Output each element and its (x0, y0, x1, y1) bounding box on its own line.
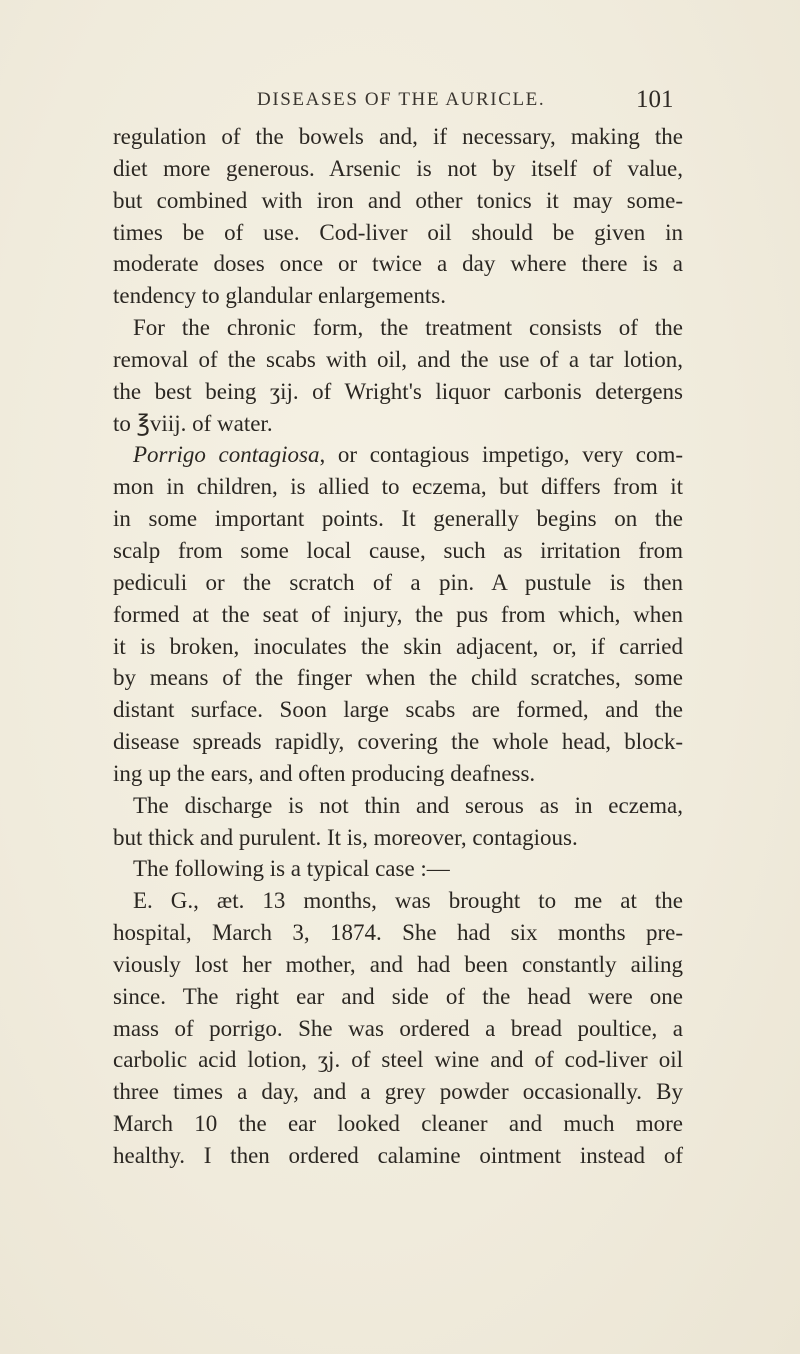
page-number: 101 (636, 86, 674, 113)
text-line: removal of the scabs with oil, and the use of a tar lotion, (113, 346, 683, 372)
text-line: viously lost her mother, and had been constantly ailing (113, 951, 683, 977)
paragraph-first-line: E. G., æt. 13 months, was brought to me at the (133, 888, 683, 914)
text-line: mon in children, is allied to eczema, but differs from it (113, 474, 683, 500)
text-line: but thick and purulent. It is, moreover, contagious. (113, 824, 578, 850)
text-line: distant surface. Soon large scabs are formed, and the (113, 697, 683, 723)
text-line: diet more generous. Arsenic is not by itself of value, (113, 155, 683, 181)
text-line: but combined with iron and other tonics it may some- (113, 187, 683, 213)
text-span: , or contagious impetigo, very com- (319, 442, 684, 468)
text-line: healthy. I then ordered calamine ointment instead of (113, 1143, 683, 1168)
text-line: ing up the ears, and often producing deafness. (113, 760, 536, 786)
text-line: tendency to glandular enlargements. (113, 283, 446, 309)
text-line: the best being ʒij. of Wright's liquor carbonis detergens (113, 378, 683, 404)
text-line: pediculi or the scratch of a pin. A pustule is then (113, 569, 683, 595)
text-line: hospital, March 3, 1874. She had six months pre- (113, 920, 683, 946)
page-header (0, 86, 800, 116)
paragraph-first-line (113, 439, 683, 471)
text-line: it is broken, inoculates the skin adjacent, or, if carried (113, 633, 683, 659)
text-line: three times a day, and a grey powder occasionally. By (113, 1079, 683, 1105)
text-line: March 10 the ear looked cleaner and much more (113, 1111, 683, 1137)
text-line: in some important points. It generally begins on the (113, 506, 683, 532)
paragraph-first-line: For the chronic form, the treatment consists of the (133, 315, 683, 341)
text-line: by means of the finger when the child scratches, some (113, 665, 683, 691)
text-line: times be of use. Cod-liver oil should be given in (113, 219, 683, 245)
disease-name-italic: Porrigo contagiosa (133, 442, 320, 468)
text-line: scalp from some local cause, such as irritation from (113, 537, 683, 563)
text-line: since. The right ear and side of the head were one (113, 983, 683, 1009)
text-line: formed at the seat of injury, the pus from which, when (113, 601, 683, 627)
paragraph-first-line: The discharge is not thin and serous as in eczema, (133, 792, 683, 818)
body-text (113, 121, 683, 1172)
text-line: mass of porrigo. She was ordered a bread poultice, a (113, 1015, 683, 1041)
paragraph-first-line: The following is a typical case :— (133, 856, 450, 882)
text-line: disease spreads rapidly, covering the whole head, block- (113, 729, 683, 755)
text-line: to ℥viij. of water. (113, 410, 273, 436)
text-line: moderate doses once or twice a day where there is a (113, 251, 683, 277)
text-line: carbolic acid lotion, ʒj. of steel wine and of cod-liver oil (113, 1047, 683, 1073)
running-head: DISEASES OF THE AURICLE. (257, 89, 546, 110)
text-line: regulation of the bowels and, if necessary, making the (113, 124, 683, 149)
